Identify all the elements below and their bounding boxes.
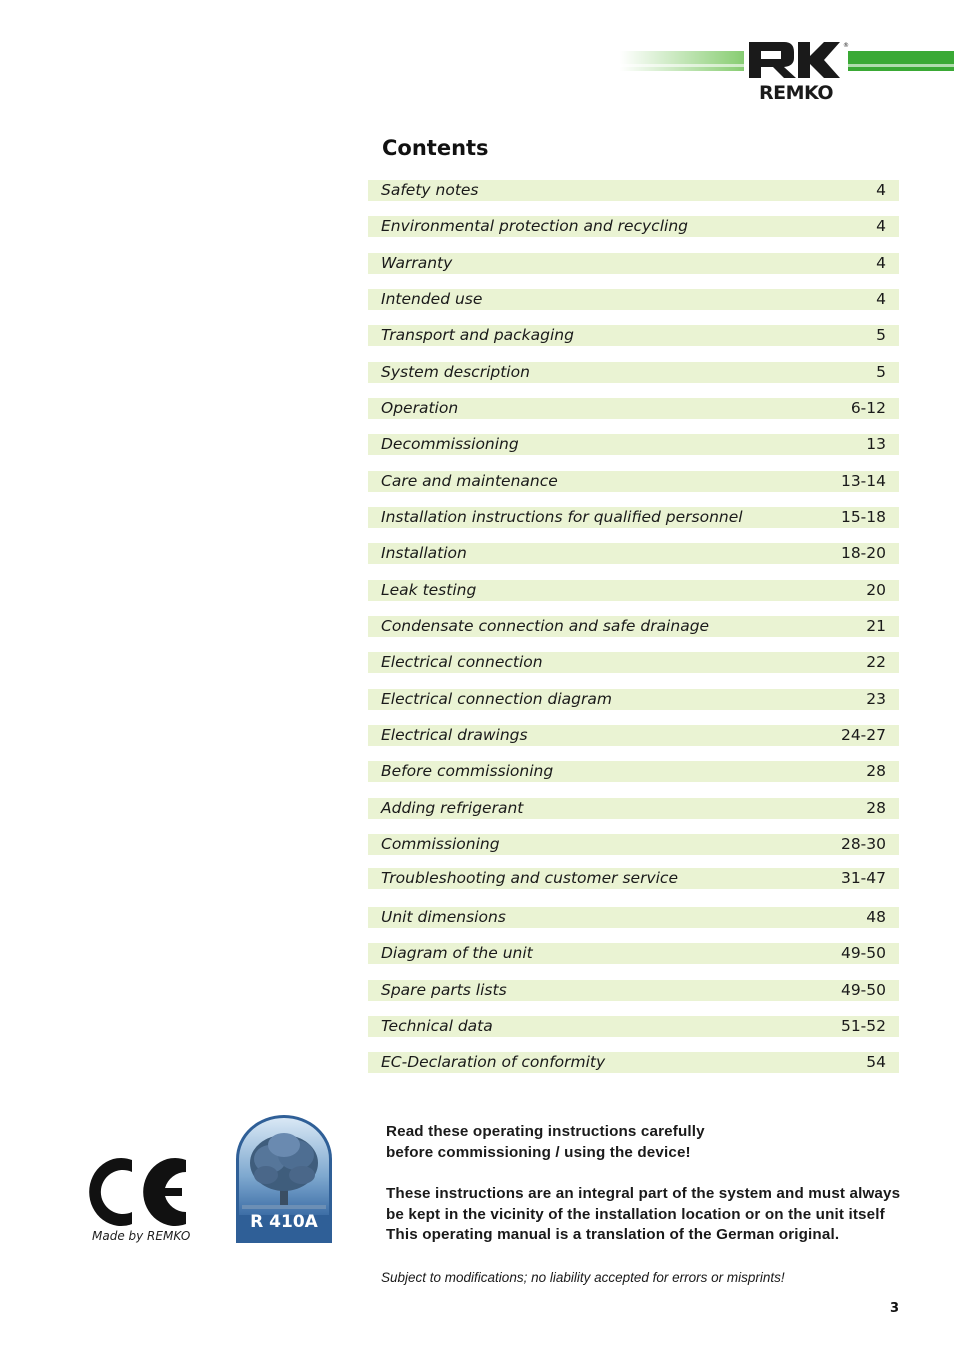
notice-line-2: before commissioning / using the device! xyxy=(386,1144,691,1161)
toc-entry-page: 18-20 xyxy=(840,544,886,562)
toc-row xyxy=(368,507,899,528)
toc-row xyxy=(368,834,899,855)
toc-entry-page: 4 xyxy=(876,217,886,235)
toc-entry-page: 20 xyxy=(866,581,886,599)
toc-entry-page: 5 xyxy=(876,326,886,344)
toc-entry-label: Diagram of the unit xyxy=(381,944,533,962)
toc-entry-page: 24-27 xyxy=(840,726,886,744)
toc-entry-label: Adding refrigerant xyxy=(381,799,524,817)
toc-entry-page: 54 xyxy=(866,1053,886,1071)
toc-entry-page: 23 xyxy=(866,690,886,708)
toc-row xyxy=(368,798,899,819)
toc-row xyxy=(368,253,899,274)
toc-entry-page: 49-50 xyxy=(840,944,886,962)
toc-row xyxy=(368,616,899,637)
notice-line-5: This operating manual is a translation of the German original. xyxy=(386,1226,840,1243)
toc-entry-page: 31-47 xyxy=(840,869,886,887)
toc-entry-page: 15-18 xyxy=(840,508,886,526)
toc-row xyxy=(368,725,899,746)
toc-row xyxy=(368,434,899,455)
registered-mark: ® xyxy=(843,42,849,49)
toc-entry-label: Transport and packaging xyxy=(381,326,574,344)
toc-entry-label: Electrical connection diagram xyxy=(381,690,612,708)
toc-entry-page: 4 xyxy=(876,290,886,308)
toc-entry-page: 51-52 xyxy=(840,1017,886,1035)
toc-entry-label: Condensate connection and safe drainage xyxy=(381,617,710,635)
toc-entry-label: Care and maintenance xyxy=(381,472,558,490)
toc-entry-label: Technical data xyxy=(381,1017,493,1035)
toc-entry-label: Decommissioning xyxy=(381,435,519,453)
toc-row xyxy=(368,580,899,601)
toc-row xyxy=(368,689,899,710)
toc-row xyxy=(368,652,899,673)
toc-row xyxy=(368,868,899,889)
toc-entry-label: Electrical drawings xyxy=(381,726,528,744)
toc-row xyxy=(368,761,899,782)
toc-entry-label: Unit dimensions xyxy=(381,908,506,926)
notice-line-4: be kept in the vicinity of the installation location or on the unit itself xyxy=(386,1206,885,1223)
notice-line-3: These instructions are an integral part of the system and must always xyxy=(386,1185,901,1202)
toc-entry-label: Before commissioning xyxy=(381,762,554,780)
toc-row xyxy=(368,180,899,201)
contents-title: Contents xyxy=(382,136,489,160)
toc-row xyxy=(368,543,899,564)
remko-logo xyxy=(744,38,848,102)
toc-row xyxy=(368,216,899,237)
toc-row xyxy=(368,398,899,419)
toc-entry-page: 28 xyxy=(866,762,886,780)
toc-entry-label: System description xyxy=(381,363,530,381)
toc-entry-page: 13 xyxy=(866,435,886,453)
toc-entry-label: Intended use xyxy=(381,290,483,308)
toc-entry-page: 48 xyxy=(866,908,886,926)
toc-entry-label: Warranty xyxy=(381,254,453,272)
toc-entry-label: Electrical connection xyxy=(381,653,543,671)
toc-entry-page: 5 xyxy=(876,363,886,381)
toc-entry-page: 22 xyxy=(866,653,886,671)
r410a-badge xyxy=(236,1115,332,1243)
toc-entry-page: 6-12 xyxy=(850,399,886,417)
toc-entry-label: Spare parts lists xyxy=(381,981,507,999)
toc-entry-page: 4 xyxy=(876,254,886,272)
toc-entry-label: Troubleshooting and customer service xyxy=(381,869,678,887)
toc-row xyxy=(368,980,899,1001)
toc-entry-label: Leak testing xyxy=(381,581,477,599)
disclaimer: Subject to modifications; no liability accepted for errors or misprints! xyxy=(381,1270,785,1285)
toc-row xyxy=(368,362,899,383)
toc-row xyxy=(368,289,899,310)
toc-entry-label: Environmental protection and recycling xyxy=(381,217,688,235)
toc-entry-label: Commissioning xyxy=(381,835,500,853)
toc-entry-page: 28 xyxy=(866,799,886,817)
brand-name: REMKO xyxy=(758,82,834,104)
ce-mark-icon xyxy=(92,1156,190,1228)
toc-entry-label: Installation xyxy=(381,544,467,562)
page-number: 3 xyxy=(890,1301,900,1316)
toc-row xyxy=(368,943,899,964)
toc-row xyxy=(368,1016,899,1037)
toc-entry-label: Safety notes xyxy=(381,181,479,199)
toc-entry-page: 21 xyxy=(866,617,886,635)
toc-row xyxy=(368,1052,899,1073)
toc-entry-page: 4 xyxy=(876,181,886,199)
toc-row xyxy=(368,907,899,928)
toc-row xyxy=(368,325,899,346)
toc-entry-label: Operation xyxy=(381,399,459,417)
toc-entry-page: 49-50 xyxy=(840,981,886,999)
notice-line-1: Read these operating instructions carefully xyxy=(386,1123,705,1140)
refrigerant-label: R 410A xyxy=(250,1212,318,1232)
toc-entry-page: 13-14 xyxy=(840,472,886,490)
toc-entry-label: EC-Declaration of conformity xyxy=(381,1053,606,1071)
made-by-label: Made by REMKO xyxy=(92,1229,191,1243)
toc-entry-label: Installation instructions for qualified personnel xyxy=(381,508,743,526)
toc-row xyxy=(368,471,899,492)
toc-entry-page: 28-30 xyxy=(840,835,886,853)
